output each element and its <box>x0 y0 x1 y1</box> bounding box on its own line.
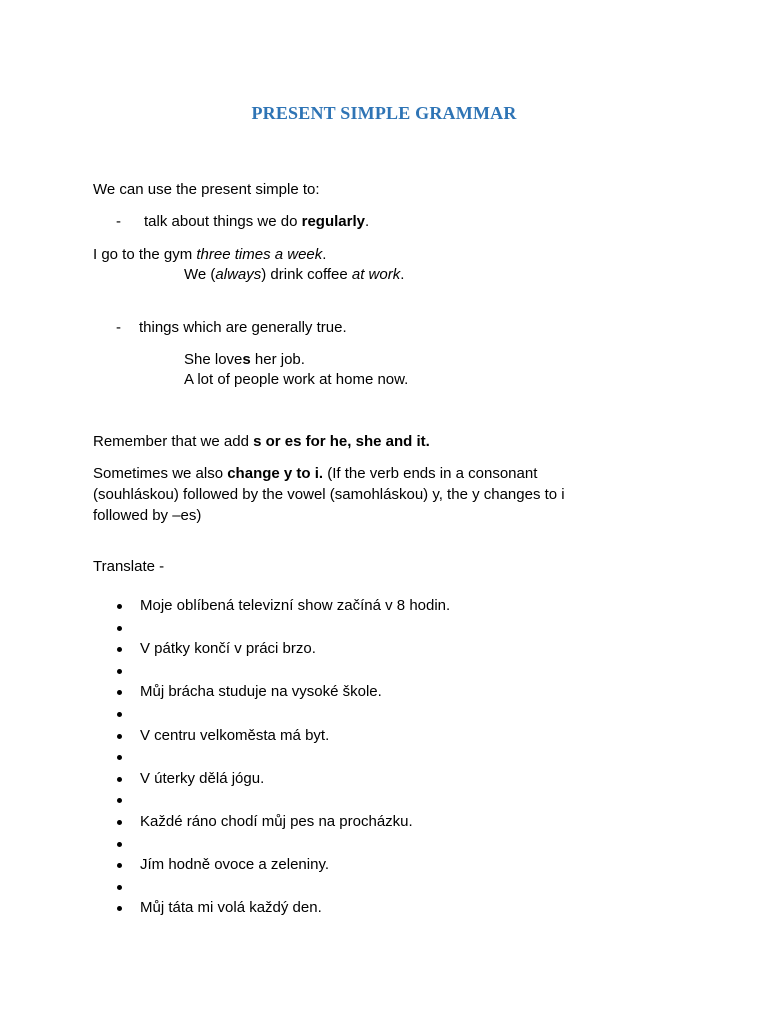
example-gym <box>93 245 326 265</box>
bullet-dot-icon <box>117 604 122 609</box>
change-y-bold: change y to i. <box>227 465 324 482</box>
dash-marker-regularly: - <box>116 213 121 230</box>
translate-item: Každé ráno chodí můj pes na procházku. <box>140 813 413 830</box>
remember-bold: s or es for he, she and it. <box>253 433 430 450</box>
page-title: PRESENT SIMPLE GRAMMAR <box>251 103 517 123</box>
bullet-dot-icon <box>117 798 122 803</box>
bullet-dot-icon <box>117 647 122 652</box>
example-coffee-middle: ) drink coffee <box>261 266 352 283</box>
bullet-dot-icon <box>117 842 122 847</box>
change-y-line-2: (souhláskou) followed by the vowel (samohláskou) y, the y changes to i <box>93 486 565 503</box>
use-regularly <box>144 212 369 232</box>
example-coffee-italic-2: at work <box>351 266 401 283</box>
translate-item: V centru velkoměsta má byt. <box>140 726 330 744</box>
translate-item: Můj táta mi volá každý den. <box>140 899 322 917</box>
use-regularly-before: talk about things we do <box>144 213 302 230</box>
example-job-before: She love <box>184 351 243 368</box>
use-true: things which are generally true. <box>139 319 347 336</box>
translate-item: V úterky dělá jógu. <box>140 769 265 787</box>
example-job-bold: s <box>242 351 251 368</box>
example-home: A lot of people work at home now. <box>184 371 409 388</box>
translate-label: Translate - <box>93 558 165 575</box>
change-y-line-3: followed by –es) <box>93 507 202 524</box>
example-gym-before: I go to the gym <box>93 246 197 263</box>
example-coffee <box>184 265 404 285</box>
bullet-dot-icon <box>117 712 122 717</box>
example-gym-italic: three times a week <box>196 246 323 263</box>
bullet-dot-icon <box>117 669 122 674</box>
remember-text <box>93 432 430 452</box>
dash-marker-true: - <box>116 319 121 336</box>
bullet-dot-icon <box>117 626 122 631</box>
intro-text: We can use the present simple to: <box>93 181 320 198</box>
example-coffee-after: . <box>400 266 405 283</box>
remember-before: Remember that we add <box>93 433 254 450</box>
bullet-dot-icon <box>117 690 122 695</box>
example-coffee-italic-1: always <box>215 266 262 283</box>
use-regularly-bold: regularly <box>301 213 365 230</box>
change-y-after: (If the verb ends in a consonant <box>323 465 538 482</box>
translate-item: V pátky končí v práci brzo. <box>140 640 316 658</box>
bullet-dot-icon <box>117 906 122 911</box>
change-y-line-1 <box>93 464 537 484</box>
translate-item: Moje oblíbená televizní show začíná v 8 hodin. <box>140 597 451 614</box>
example-job-after: her job. <box>250 351 305 368</box>
change-y-before: Sometimes we also <box>93 465 228 482</box>
bullet-dot-icon <box>117 885 122 890</box>
bullet-dot-icon <box>117 734 122 739</box>
example-coffee-before: We ( <box>184 266 216 283</box>
bullet-dot-icon <box>117 777 122 782</box>
bullet-dot-icon <box>117 863 122 868</box>
translate-item: Můj brácha studuje na vysoké škole. <box>140 683 382 701</box>
example-job <box>184 350 305 370</box>
translate-item: Jím hodně ovoce a zeleniny. <box>140 856 330 874</box>
use-regularly-after: . <box>364 213 370 230</box>
bullet-dot-icon <box>117 755 122 760</box>
bullet-dot-icon <box>117 820 122 825</box>
example-gym-after: . <box>322 246 327 263</box>
